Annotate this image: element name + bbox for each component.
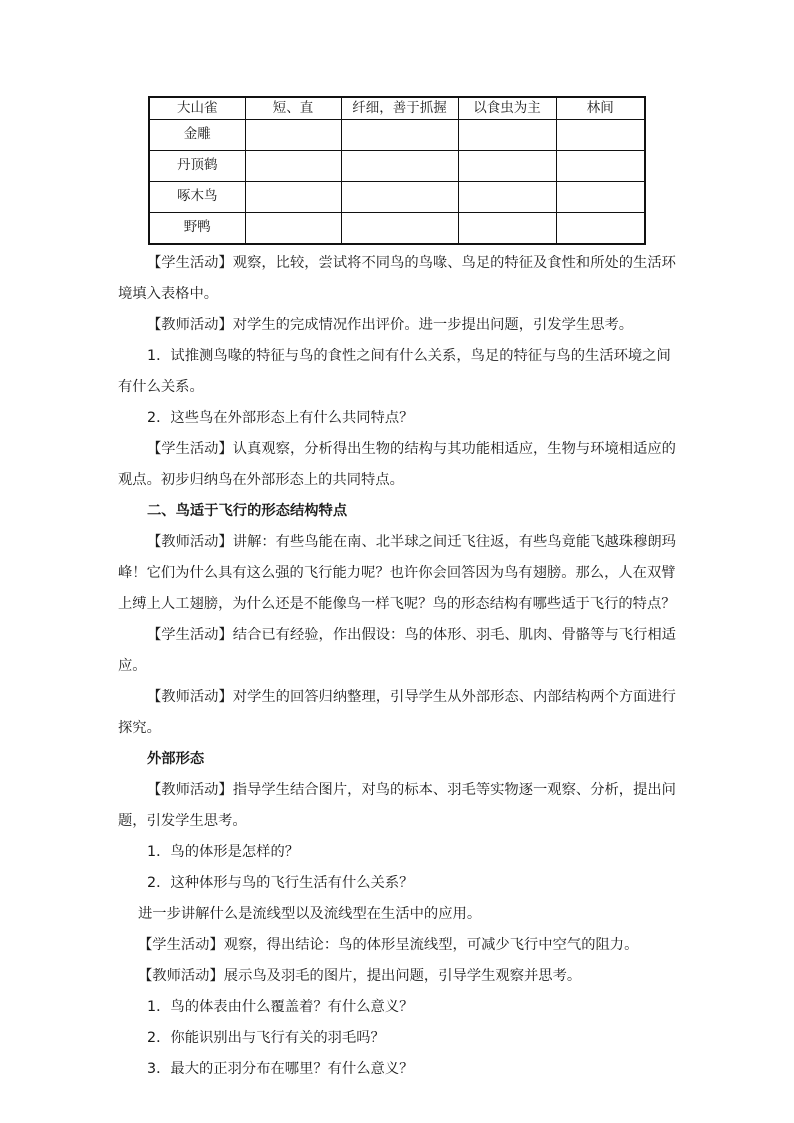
paragraph: 2．这种体形与鸟的飞行生活有什么关系？ — [147, 875, 414, 891]
paragraph: 【教师活动】指导学生结合图片，对鸟的标本、羽毛等实物逐一观察、分析，提出问题，引发学生思考。 — [118, 782, 676, 829]
table-row — [149, 151, 645, 182]
table-cell — [556, 182, 645, 213]
section-heading: 二、鸟适于飞行的形态结构特点 — [147, 503, 348, 519]
table-cell — [245, 182, 341, 213]
table-cell — [245, 120, 341, 151]
paragraph: 【学生活动】观察，比较，尝试将不同鸟的鸟喙、鸟足的特征及食性和所处的生活环境填入表格中。 — [118, 255, 676, 302]
table-cell — [458, 120, 556, 151]
paragraph: 【学生活动】结合已有经验，作出假设：鸟的体形、羽毛、肌肉、骨骼等与飞行相适应。 — [118, 627, 676, 674]
table-cell: 野鸭 — [149, 213, 245, 245]
paragraph: 2．你能识别出与飞行有关的羽毛吗？ — [147, 1030, 385, 1046]
paragraph: 2．这些鸟在外部形态上有什么共同特点？ — [147, 410, 414, 426]
paragraph: 【教师活动】对学生的完成情况作出评价。进一步提出问题，引发学生思考。 — [147, 317, 634, 333]
paragraph: 【学生活动】认真观察，分析得出生物的结构与其功能相适应，生物与环境相适应的观点。初步归纳鸟在外部形态上的共同特点。 — [118, 441, 676, 488]
paragraph: 1．试推测鸟喙的特征与鸟的食性之间有什么关系，鸟足的特征与鸟的生活环境之间有什么关系。 — [118, 348, 671, 395]
table-cell — [245, 151, 341, 182]
paragraph: 1．鸟的体表由什么覆盖着？有什么意义？ — [147, 999, 414, 1015]
table-cell — [341, 120, 458, 151]
table-cell: 以食虫为主 — [458, 97, 556, 120]
table-cell: 林间 — [556, 97, 645, 120]
table-cell: 丹顶鹤 — [149, 151, 245, 182]
table-cell: 纤细，善于抓握 — [341, 97, 458, 120]
table-cell: 大山雀 — [149, 97, 245, 120]
paragraph: 1．鸟的体形是怎样的？ — [147, 844, 300, 860]
table-row — [149, 182, 645, 213]
table-cell — [458, 182, 556, 213]
table-cell: 短、直 — [245, 97, 341, 120]
bird-feature-table — [148, 96, 646, 245]
document-body — [118, 248, 678, 1085]
table-header-row — [149, 97, 645, 120]
table-cell — [458, 151, 556, 182]
table-cell — [556, 120, 645, 151]
table-cell — [556, 151, 645, 182]
subsection-heading: 外部形态 — [147, 751, 205, 767]
paragraph: 【学生活动】观察，得出结论：鸟的体形呈流线型，可减少飞行中空气的阻力。 — [138, 937, 639, 953]
paragraph: 【教师活动】对学生的回答归纳整理，引导学生从外部形态、内部结构两个方面进行探究。 — [118, 689, 676, 736]
paragraph: 【教师活动】讲解：有些鸟能在南、北半球之间迁飞往返，有些鸟竟能飞越珠穆朗玛峰！它们为什么具有这么强的飞行能力呢？也许你会回答因为鸟有翅膀。那么，人在双臂上缚上人工翅膀，为什么还是不能像鸟一样飞呢？鸟的形态结构有哪些适于飞行的特点？ — [118, 534, 676, 612]
table-cell — [458, 213, 556, 245]
paragraph: 【教师活动】展示鸟及羽毛的图片，提出问题，引导学生观察并思考。 — [138, 968, 582, 984]
table-cell — [245, 213, 341, 245]
table-cell — [341, 182, 458, 213]
paragraph: 进一步讲解什么是流线型以及流线型在生活中的应用。 — [138, 906, 482, 922]
table-row — [149, 120, 645, 151]
table-cell — [556, 213, 645, 245]
table-row — [149, 213, 645, 245]
paragraph: 3．最大的正羽分布在哪里？有什么意义？ — [147, 1061, 414, 1077]
table-cell — [341, 151, 458, 182]
table-cell: 啄木鸟 — [149, 182, 245, 213]
table-cell — [341, 213, 458, 245]
table-cell: 金雕 — [149, 120, 245, 151]
